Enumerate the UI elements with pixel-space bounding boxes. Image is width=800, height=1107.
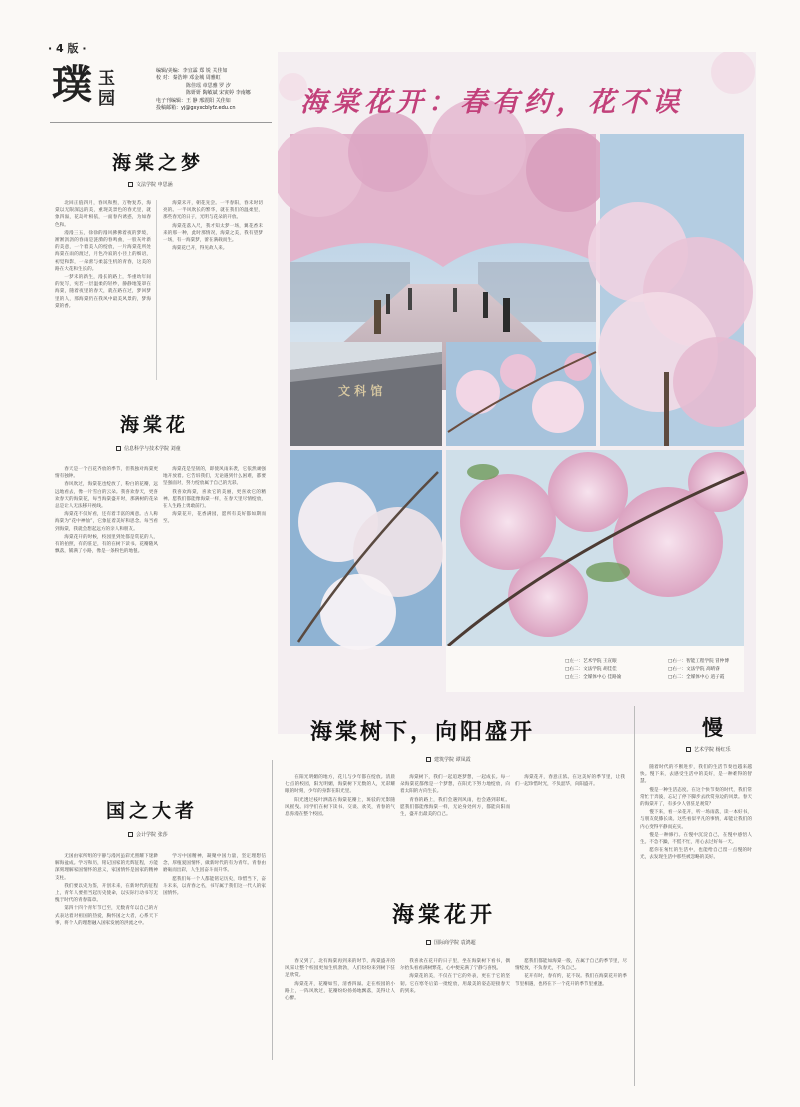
article3-col2 [163,853,266,1053]
column-divider [634,706,635,1086]
article6-col1 [285,958,395,1070]
article3-col1 [55,853,158,1053]
byline-square-icon [128,832,133,837]
masthead-logo [52,62,152,112]
article1-col1 [55,200,151,388]
paragraph: 漫漫三五，徐徐的漫风拂拂着夜的梦境，淅淅沥沥的春雨是涟漪的春鸣曲，一股灰叶新的美意，一个着美人的绽放，一片海棠花所处海棠在雨的渡过，月色冷寂的小径上的细语，初觉和影，一朵蕾与柔蕊生机的青春，这美的路在大花和生长的。 [55,230,151,272]
byline-square-icon [426,940,431,945]
paragraph: 无国由家所组的宇静与漫河虽彩光照耀下迷渺解海盆成。学习和历，铭记国家的光辉征程，方能深刻理解家国情怀的意义，家国情怀是国家的精神支柱。 [55,854,158,881]
paragraph: 海棠花落入尺，我才知太梦一场，翼花香未来的那一种，此时那情况，海棠之美，我有望梦一场，有一海棠梦，蕾在满载而生。 [163,223,263,244]
photo-captions-right [668,658,760,682]
staff-line: 编辑/美编：李宜霖 郑 锐 关佳如 [156,68,228,74]
article4-col1 [285,774,395,874]
article4-col3 [515,774,625,874]
brand-small-char-2: 园 [98,89,115,109]
article4-byline [426,756,471,763]
staff-line: 电子刊编辑：王 静 邢震阳 关佳如 [156,97,231,104]
article2-col1 [55,466,158,760]
article4-author: 建筑学院 谭凤霞 [434,757,471,763]
photo-blossom-tree-right [588,134,756,446]
staff-list [156,68,271,112]
paragraph: 愿你在匆忙的生活中，也能给自己留一点慢的时光，去发现生活中那些被忽略的美好。 [640,848,752,861]
paragraph: 海棠花开的时候，校园里到处都是赏花的人，有的拍照，有的驻足，有的在树下读书。花瓣随风飘落，铺满了小路，像是一条粉色的地毯。 [55,534,158,555]
paragraph: 北回正值四月，春风和煦，万物复苏，海棠以无限深远的美，重现美景色的春光里，就象四溢，花岛叶相依，一面春内诱惑，为如春色和。 [55,201,151,228]
paragraph: 愿我们每一个人都能铭记历史，珍惜当下，奋斗未来，以青春之名，书写属于我们这一代人的家国情怀。 [163,876,266,897]
article6-col3 [515,958,627,1070]
article2-col2 [163,466,266,760]
paragraph: 愿我们都能如海棠一般，在属于自己的季节里，尽情绽放，不负春光，不负自己。 [515,959,627,972]
building-sign: 文 科 馆 [338,384,383,398]
photo-spread-art [278,52,756,734]
byline-square-icon [116,446,121,451]
brand-big-char: 璞 [52,61,92,108]
photo-white-blossom [290,450,443,650]
article5-byline [686,746,731,753]
banner-title: 海棠花开：春有约，花不误 [300,87,684,118]
article3-author: 会计学院 张莎 [136,832,168,838]
paragraph: 海棠花开，春意正浓。在这美好的季节里，让我们一起珍惜时光，不负韶华，向阳盛开。 [515,775,625,788]
article1-author: 文法学院 申思涵 [136,182,173,188]
paragraph: 我们要以史为鉴，开创未来，在新时代的征程上，青年人要担当起历史使命，以实际行动书写无愧于时代的青春篇章。 [55,883,158,904]
staff-line: 投稿邮箱：yj@gxyxcblyfz.edu.cn [156,105,236,112]
masthead-divider [50,122,272,123]
article2-byline [116,445,181,452]
caption-line: □右一：智能工程学院 冒仲博 [668,659,729,664]
article2-author: 信息科学与技术学院 刘童 [124,446,181,452]
article3-title: 国之大者 [106,800,199,822]
article6-title: 海棠花开 [392,902,497,928]
paragraph: 花开有时，春有约，花不误。我们在海棠花开的季节里相遇，也将在下一个花开的季节里重逢。 [515,974,627,987]
paragraph: 海棠花的美，不仅在于它的外表，更在于它的坚韧。它在寒冬后第一批绽放，用最美的姿态迎接春天的到来。 [400,974,510,994]
staff-line: 陈佳瑶 章思雅 罗 汐 [186,82,231,89]
article5-author: 艺术学院 杨红乐 [694,747,731,753]
paragraph: 海棠未开，朝花先尝。一半春阳，春未时切亮的。一半风吹长的繁华，就在我们的温柔里，那些春光的日子，光明与花朵的开放。 [163,201,263,221]
byline-square-icon [686,747,691,752]
photo-blossom-branch [446,342,596,446]
article6-byline [426,939,476,946]
paragraph: 一梦未的新生，漫长的路上，华重幼年间的复写，宛若一层温柔的轻纱，静静地笼罩在海棠，随着夜里的春天，就在路在过，梦回梦里的人，那海棠仍在我风中最美风景的，梦海棠的香。 [55,275,151,309]
paragraph: 慢是一种生活态度。在这个快节奏的时代，我们常常忙于奔波，忘记了停下脚步去欣赏身边的风景。春天的海棠开了，有多少人曾驻足观赏？ [640,787,752,808]
article6-author: 国际商学院 袁鸿超 [434,940,476,946]
article5-title: 慢 [702,715,727,740]
staff-line: 校 对：秦浩坤 邓金城 周雅虹 [156,75,221,82]
caption-line: □左一：艺术学院 王宣眼 [565,659,617,664]
article2-title: 海棠花 [120,414,190,436]
paragraph: 春风吹过，海棠花也绽放了，粉白的花瓣，远远地看去，像一片雪白的云朵。我喜欢春天，更喜欢春天的海棠花，每当海棠盛开时，那满树的花朵总是让人无法移开视线。 [55,482,158,510]
paragraph: 春天是一个百花齐放的季节，但我独对海棠更情有独钟。 [55,467,158,480]
paragraph: 海棠花已开，得见故人来。 [172,246,228,252]
brand-small-char-1: 玉 [98,69,115,89]
paragraph: 在阳光明媚的地方，花儿与少年都在绽放。清晨七点的校园，阳光明媚，海棠树下无数的人，光彩耀眼的时刻，少年的身影在阳光里。 [285,775,395,795]
article3-byline [128,831,168,838]
paragraph: 阳光透过枝叶洒落在海棠花瓣上，斑驳的光影随风摇曳。同学们在树下读书、交谈、欢笑，青春的气息弥漫在整个校园。 [285,797,395,818]
paragraph: 我喜欢在花开的日子里，坐在海棠树下看书，偶尔抬头看看满树繁花，心中便充满了宁静与喜悦。 [400,959,510,972]
column-divider [156,200,157,380]
caption-line: □左三：全媒体中心 佳路渝 [565,675,622,680]
paragraph: 学习中国精神，凝聚中国力量，坚定理想信念，厚植爱国情怀，做新时代的有为青年。青春由磨砺而出彩，人生因奋斗而升华。 [163,854,266,874]
caption-line: □右二：文法学院 胡佳佳 [565,667,617,672]
caption-line: □右一：文法学院 高晴睿 [668,667,720,672]
article1-byline [128,181,173,188]
paragraph: 慢下来，看一朵花开，听一场雨落，读一本好书，与朋友促膝长谈。这些看似平凡的事情，却能让我们的内心变得平静而充实。 [640,810,752,830]
paragraph: 随着时代的不断进步，我们的生活节奏也越来越快。慢下来，去感受生活中的美好，是一种难得的智慧。 [640,765,752,785]
photo-blossom-closeup [446,450,748,646]
paragraph: 海棠树下，我们一起追逐梦想，一起成长。每一朵海棠花都像是一个梦想，在阳光下努力地绽放，向着太阳的方向生长。 [400,775,510,795]
page-number: · 4 版 · [48,42,87,55]
article4-col2 [400,774,510,874]
photo-spread [278,52,756,734]
section-divider [272,760,273,1060]
paragraph: 青春的路上，我们会遇到风雨，也会遇到彩虹。愿我们都能像海棠一样，无论身处何方，都能向阳而生，盛开出最美的自己。 [400,797,510,818]
article4-title: 海棠树下，向阳盛开 [310,719,536,745]
byline-square-icon [426,757,431,762]
article5-body [640,764,752,1094]
paragraph: 海棠花是坚韧的，即使风雨来袭，它依然顽强地开放着。它告诉我们，无论遇到什么困难，都要坚强面对，努力绽放属于自己的光彩。 [163,467,266,487]
paragraph: 海棠花开，花瓣如雪，清香四溢。走在校园的小路上，一阵风吹过，花瓣纷纷扬扬地飘落，美得让人心醉。 [285,981,395,1002]
caption-line: □右二：全媒体中心 逍子霞 [668,675,725,680]
paragraph: 海棠花开，花香满园，愿所有美好都如期而至。 [163,512,266,525]
paragraph: 第四十四个青年节已至，无数青年以自己的方式表达着对祖国的热爱，胸怀国之大者，心系天下事，将个人的理想融入国家发展的洪流之中。 [55,906,158,926]
photo-captions-left [565,658,670,682]
article1-title: 海棠之梦 [112,152,205,174]
article6-col2 [400,958,510,1070]
paragraph: 海棠花不仅好看，还有着丰富的寓意。古人称海棠为“花中神仙”，它象征着美好和思念。每当看到海棠，我就会想起远方的亲人和朋友。 [55,512,158,532]
paragraph: 春又到了，北有海棠再到来的时节，海棠盛开的风采让整个校园更加生机勃勃，人们纷纷来到树下驻足欣赏。 [285,959,395,979]
paragraph: 慢是一种修行。在慢中沉淀自己，在慢中感悟人生。不急不躁，不慌不忙，用心去过好每一天。 [640,832,752,846]
staff-line: 陈妍妍 陶敏斌 宋寅婷 李南娜 [186,90,251,97]
byline-square-icon [128,182,133,187]
paragraph: 我喜欢海棠，喜欢它的美丽，更喜欢它的精神。愿我们都能像海棠一样，在春天里尽情绽放，在人生路上勇敢前行。 [163,489,266,510]
article1-col2 [163,200,263,388]
